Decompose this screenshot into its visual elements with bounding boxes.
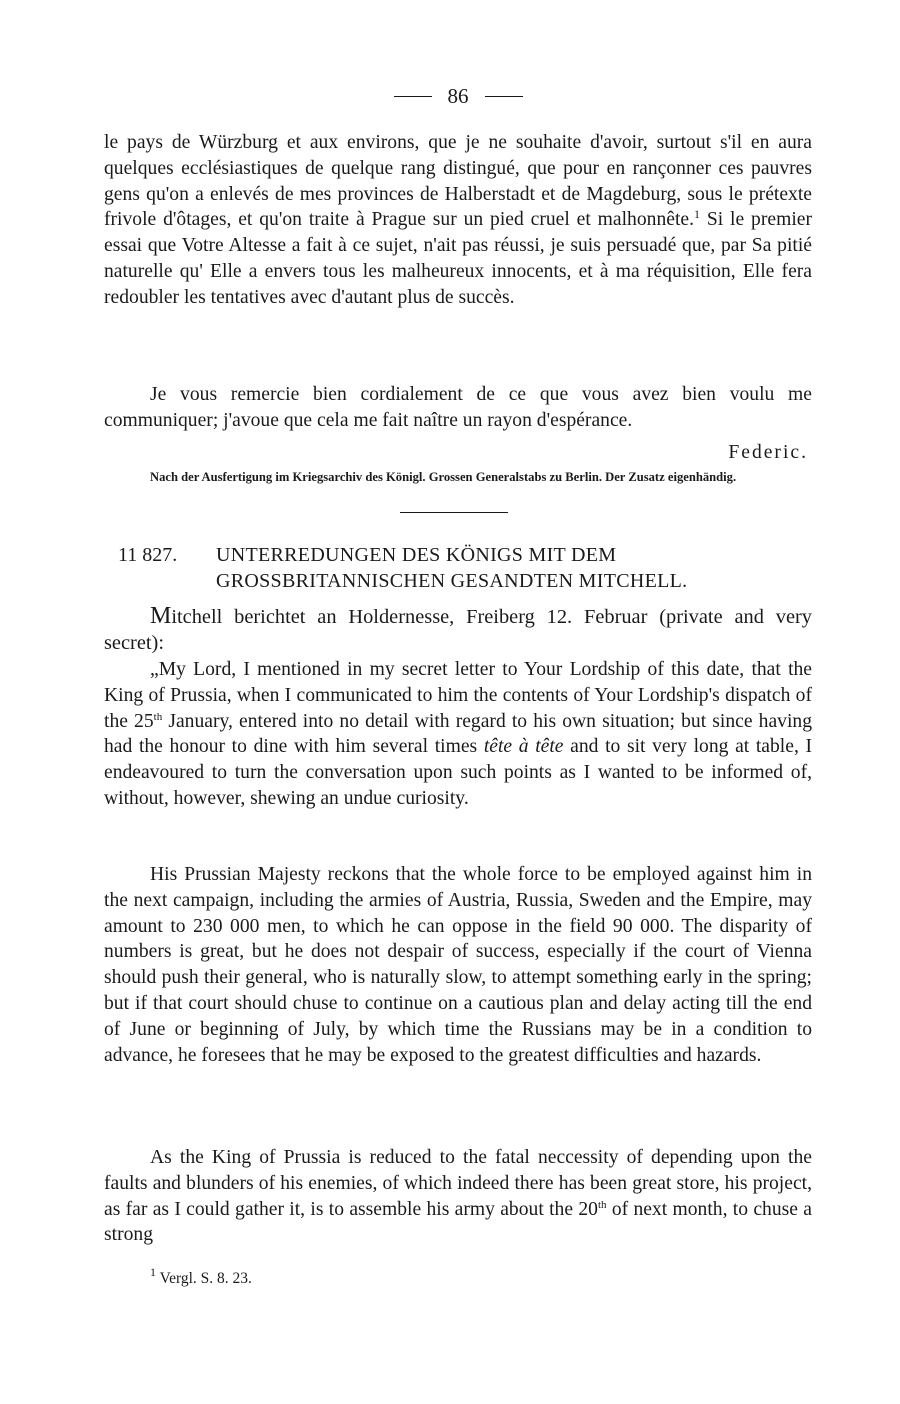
superscript-th-2: th xyxy=(597,1198,607,1211)
signature: Federic. xyxy=(728,442,808,463)
letter-continuation-paragraph xyxy=(104,130,812,311)
letter-para1-c: and to sit very long at table, I endeavoured to turn the conversation upon such points as I wanted to be informed of, without, however, shewing an undue curiosity. xyxy=(104,736,813,809)
para1-text-a: le pays de Würzburg et aux environs, que je ne souhaite d'avoir, surtout s'il en aura quelques ecclésiastiques de quelque rang distingué, que pour en rançonner ces pauvres gens qu'on a enlevés de mes provinces de Halberstadt et de Magdeburg, sous le prétexte frivole d'ôtages, et qu'on traite à Prague sur un pied cruel et malhonnête. xyxy=(104,132,812,231)
page-header xyxy=(104,84,812,109)
letter-para1-b: January, entered into no detail with regard to his own situation; but since having had the honour to dine with him several times xyxy=(104,710,812,758)
letter-para1-a: „My Lord, I mentioned in my secret letter to Your Lordship of this date, that the King of Prussia, when I communicated to him the contents of Your Lordship's dispatch of the 25 xyxy=(104,659,812,732)
footnote-marker: 1 xyxy=(150,1265,156,1279)
footnote xyxy=(150,1265,252,1288)
italic-phrase: tête à tête xyxy=(483,736,564,758)
document-title: UNTERREDUNGEN DES KÖNIGS MIT DEM GROSSBRITANNISCHEN GESANDTEN MITCHELL. xyxy=(216,544,688,592)
intro-initial: M xyxy=(150,603,172,629)
header-left-dash xyxy=(394,96,432,97)
letter-paragraph-3 xyxy=(104,1145,812,1248)
document-number: 11 827. xyxy=(118,544,178,566)
footnote-text: Vergl. S. 8. 23. xyxy=(156,1270,252,1287)
letter-paragraph-1 xyxy=(104,657,812,812)
intro-paragraph xyxy=(104,603,812,656)
para1-text-b: Si le premier essai que Votre Altesse a fait à ce sujet, n'ait pas réussi, je suis persuadé que, par Sa pitié naturelle qu' Elle a envers tous les malheureux innocents, et à ma réquisition, Elle fera redoubler les tentatives avec d'autant plus de succès. xyxy=(104,209,812,308)
section-divider xyxy=(400,512,508,513)
letter-para3-b: of next month, to chuse a strong xyxy=(104,1198,812,1246)
document-heading xyxy=(118,542,810,594)
superscript-th: th xyxy=(153,710,163,723)
page-number: 86 xyxy=(447,84,469,108)
postscript-paragraph: Je vous remercie bien cordialement de ce que vous avez bien voulu me communiquer; j'avoue que cela me fait naître un rayon d'espérance. xyxy=(104,384,812,431)
source-note: Nach der Ausfertigung im Kriegsarchiv des Königl. Grossen Generalstabs zu Berlin. Der Zusatz eigenhändig. xyxy=(150,470,737,484)
letter-para3-a: As the King of Prussia is reduced to the fatal neccessity of depending upon the faults and blunders of his enemies, of which indeed there has been great store, his project, as far as I could gather it, is to assemble his army about the 20 xyxy=(104,1147,812,1220)
letter-paragraph-2: His Prussian Majesty reckons that the whole force to be employed against him in the next campaign, including the armies of Austria, Russia, Sweden and the Empire, may amount to 230 000 men, to which he can oppose in the field 90 000. The disparity of numbers is great, but he does not despair of success, especially if the court of Vienna should push their general, who is naturally slow, to attempt something early in the spring; but if that court should chuse to continue on a cautious plan and delay acting till the end of June or beginning of July, by which time the Russians may be in a condition to advance, he foresees that he may be exposed to the greatest difficulties and hazards. xyxy=(104,864,812,1066)
header-right-dash xyxy=(485,96,523,97)
footnote-reference: 1 xyxy=(693,207,700,222)
intro-text: itchell berichtet an Holdernesse, Freiberg 12. Februar (private and very secret): xyxy=(104,606,812,654)
